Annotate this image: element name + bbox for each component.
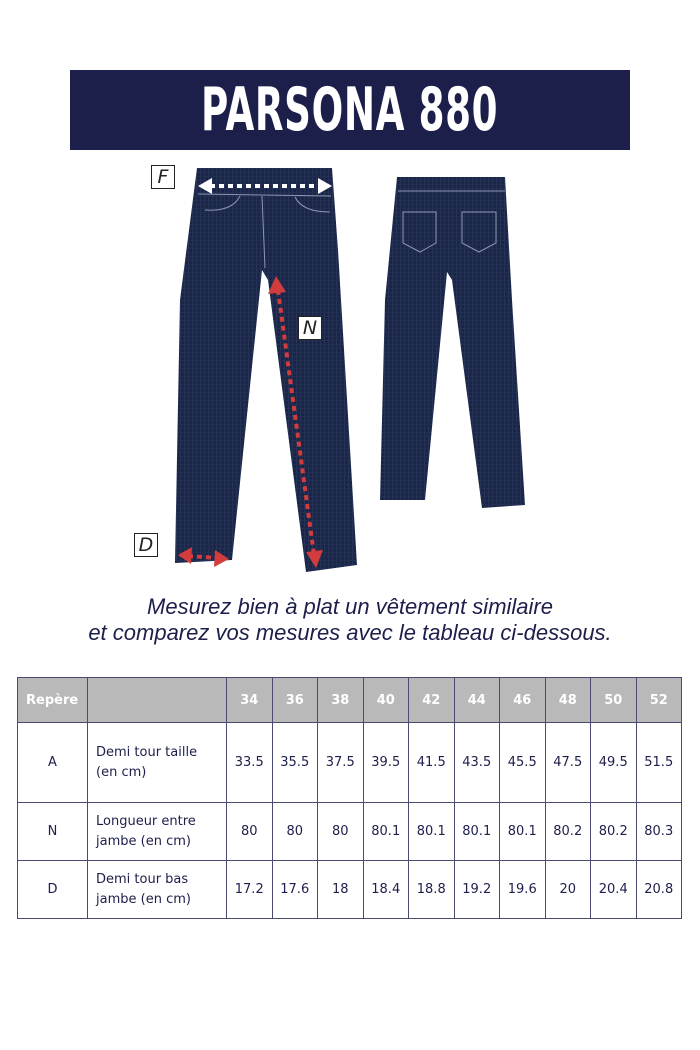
header-size: 48	[545, 678, 591, 723]
table-cell: 80	[272, 803, 318, 861]
instructions-line-1: Mesurez bien à plat un vêtement similaire	[147, 594, 553, 619]
row-reference: D	[18, 861, 88, 919]
table-cell: 80.1	[500, 803, 546, 861]
header-size: 42	[409, 678, 455, 723]
measurement-illustration	[0, 155, 700, 585]
table-cell: 80.2	[545, 803, 591, 861]
table-cell: 43.5	[454, 723, 500, 803]
title-banner	[70, 70, 630, 150]
header-size: 50	[591, 678, 637, 723]
table-cell: 80.1	[454, 803, 500, 861]
table-cell: 19.2	[454, 861, 500, 919]
table-cell: 45.5	[500, 723, 546, 803]
table-cell: 37.5	[318, 723, 364, 803]
table-cell: 80	[227, 803, 273, 861]
table-cell: 80.2	[591, 803, 637, 861]
table-cell: 18.4	[363, 861, 409, 919]
label-f: F	[151, 165, 175, 189]
table-row	[18, 723, 682, 803]
header-size: 36	[272, 678, 318, 723]
row-description: Demi tour bas jambe (en cm)	[88, 861, 227, 919]
jeans-front-icon	[175, 168, 357, 572]
table-cell: 18.8	[409, 861, 455, 919]
row-reference: N	[18, 803, 88, 861]
size-table	[17, 677, 682, 919]
label-n: N	[298, 316, 322, 340]
table-cell: 20.8	[636, 861, 682, 919]
jeans-back-icon	[380, 177, 525, 508]
table-cell: 49.5	[591, 723, 637, 803]
table-row	[18, 861, 682, 919]
label-d: D	[134, 533, 158, 557]
table-cell: 51.5	[636, 723, 682, 803]
row-description: Demi tour taille (en cm)	[88, 723, 227, 803]
table-cell: 80	[318, 803, 364, 861]
measurement-instructions	[0, 594, 700, 646]
table-cell: 39.5	[363, 723, 409, 803]
header-size: 46	[500, 678, 546, 723]
table-cell: 20.4	[591, 861, 637, 919]
table-cell: 17.2	[227, 861, 273, 919]
instructions-line-2: et comparez vos mesures avec le tableau ci-dessous.	[88, 620, 612, 645]
header-size: 44	[454, 678, 500, 723]
header-size: 52	[636, 678, 682, 723]
header-description	[88, 678, 227, 723]
table-cell: 35.5	[272, 723, 318, 803]
table-cell: 80.3	[636, 803, 682, 861]
table-cell: 19.6	[500, 861, 546, 919]
table-cell: 17.6	[272, 861, 318, 919]
table-row	[18, 803, 682, 861]
table-cell: 47.5	[545, 723, 591, 803]
table-cell: 80.1	[363, 803, 409, 861]
header-size: 34	[227, 678, 273, 723]
table-cell: 18	[318, 861, 364, 919]
row-description: Longueur entre jambe (en cm)	[88, 803, 227, 861]
table-header-row	[18, 678, 682, 723]
table-cell: 41.5	[409, 723, 455, 803]
table-cell: 33.5	[227, 723, 273, 803]
header-size: 38	[318, 678, 364, 723]
header-reference: Repère	[18, 678, 88, 723]
row-reference: A	[18, 723, 88, 803]
header-size: 40	[363, 678, 409, 723]
table-cell: 20	[545, 861, 591, 919]
product-title: PARSONA 880	[201, 75, 499, 145]
table-cell: 80.1	[409, 803, 455, 861]
